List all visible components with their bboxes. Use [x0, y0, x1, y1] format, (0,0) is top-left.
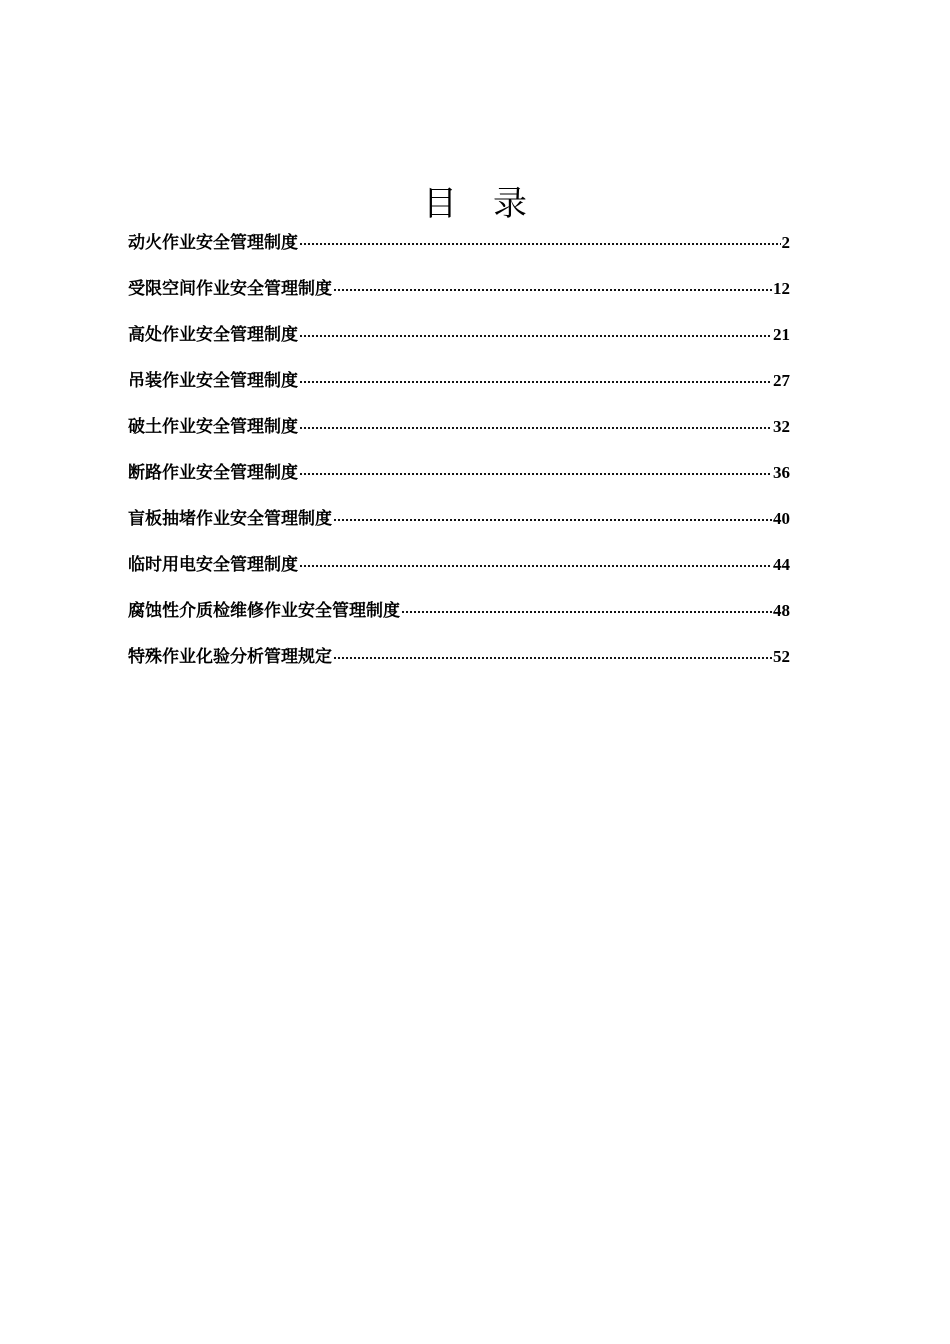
- toc-list: [128, 226, 790, 686]
- dot-leader: [333, 504, 772, 524]
- toc-entry-page-number: 2: [781, 233, 790, 252]
- toc-entry-label: 吊装作业安全管理制度: [128, 371, 298, 391]
- dot-leader: [299, 412, 772, 432]
- toc-entry-hot-work[interactable]: [128, 226, 790, 272]
- toc-entry-work-at-height[interactable]: [128, 318, 790, 364]
- toc-entry-page-number: 48: [773, 601, 790, 620]
- toc-entry-label: 受限空间作业安全管理制度: [128, 279, 332, 299]
- toc-entry-lab-analysis[interactable]: [128, 640, 790, 686]
- toc-entry-temporary-power[interactable]: [128, 548, 790, 594]
- dot-leader: [299, 458, 772, 478]
- dot-leader: [299, 320, 772, 340]
- toc-entry-label: 高处作业安全管理制度: [128, 325, 298, 345]
- toc-entry-label: 盲板抽堵作业安全管理制度: [128, 509, 332, 529]
- dot-leader: [299, 550, 772, 570]
- dot-leader: [333, 642, 772, 662]
- toc-title-char-1: 目: [423, 184, 457, 224]
- toc-entry-lifting[interactable]: [128, 364, 790, 410]
- dot-leader: [299, 366, 772, 386]
- toc-entry-label: 腐蚀性介质检维修作业安全管理制度: [128, 601, 400, 621]
- toc-entry-label: 破土作业安全管理制度: [128, 417, 298, 437]
- toc-entry-page-number: 32: [773, 417, 790, 436]
- toc-entry-page-number: 27: [773, 371, 790, 390]
- toc-entry-page-number: 21: [773, 325, 790, 344]
- toc-entry-page-number: 40: [773, 509, 790, 528]
- toc-entry-label: 断路作业安全管理制度: [128, 463, 298, 483]
- toc-entry-confined-space[interactable]: [128, 272, 790, 318]
- toc-entry-excavation[interactable]: [128, 410, 790, 456]
- toc-entry-label: 动火作业安全管理制度: [128, 233, 298, 253]
- toc-entry-blind-plate[interactable]: [128, 502, 790, 548]
- toc-entry-label: 临时用电安全管理制度: [128, 555, 298, 575]
- toc-entry-road-closure[interactable]: [128, 456, 790, 502]
- dot-leader: [299, 228, 781, 248]
- dot-leader: [333, 274, 772, 294]
- toc-title-char-2: 录: [493, 184, 527, 224]
- toc-entry-page-number: 36: [773, 463, 790, 482]
- toc-entry-page-number: 12: [773, 279, 790, 298]
- toc-entry-page-number: 44: [773, 555, 790, 574]
- toc-entry-label: 特殊作业化验分析管理规定: [128, 647, 332, 667]
- dot-leader: [401, 596, 772, 616]
- toc-entry-corrosive-maintenance[interactable]: [128, 594, 790, 640]
- toc-entry-page-number: 52: [773, 647, 790, 666]
- toc-title: [0, 183, 950, 225]
